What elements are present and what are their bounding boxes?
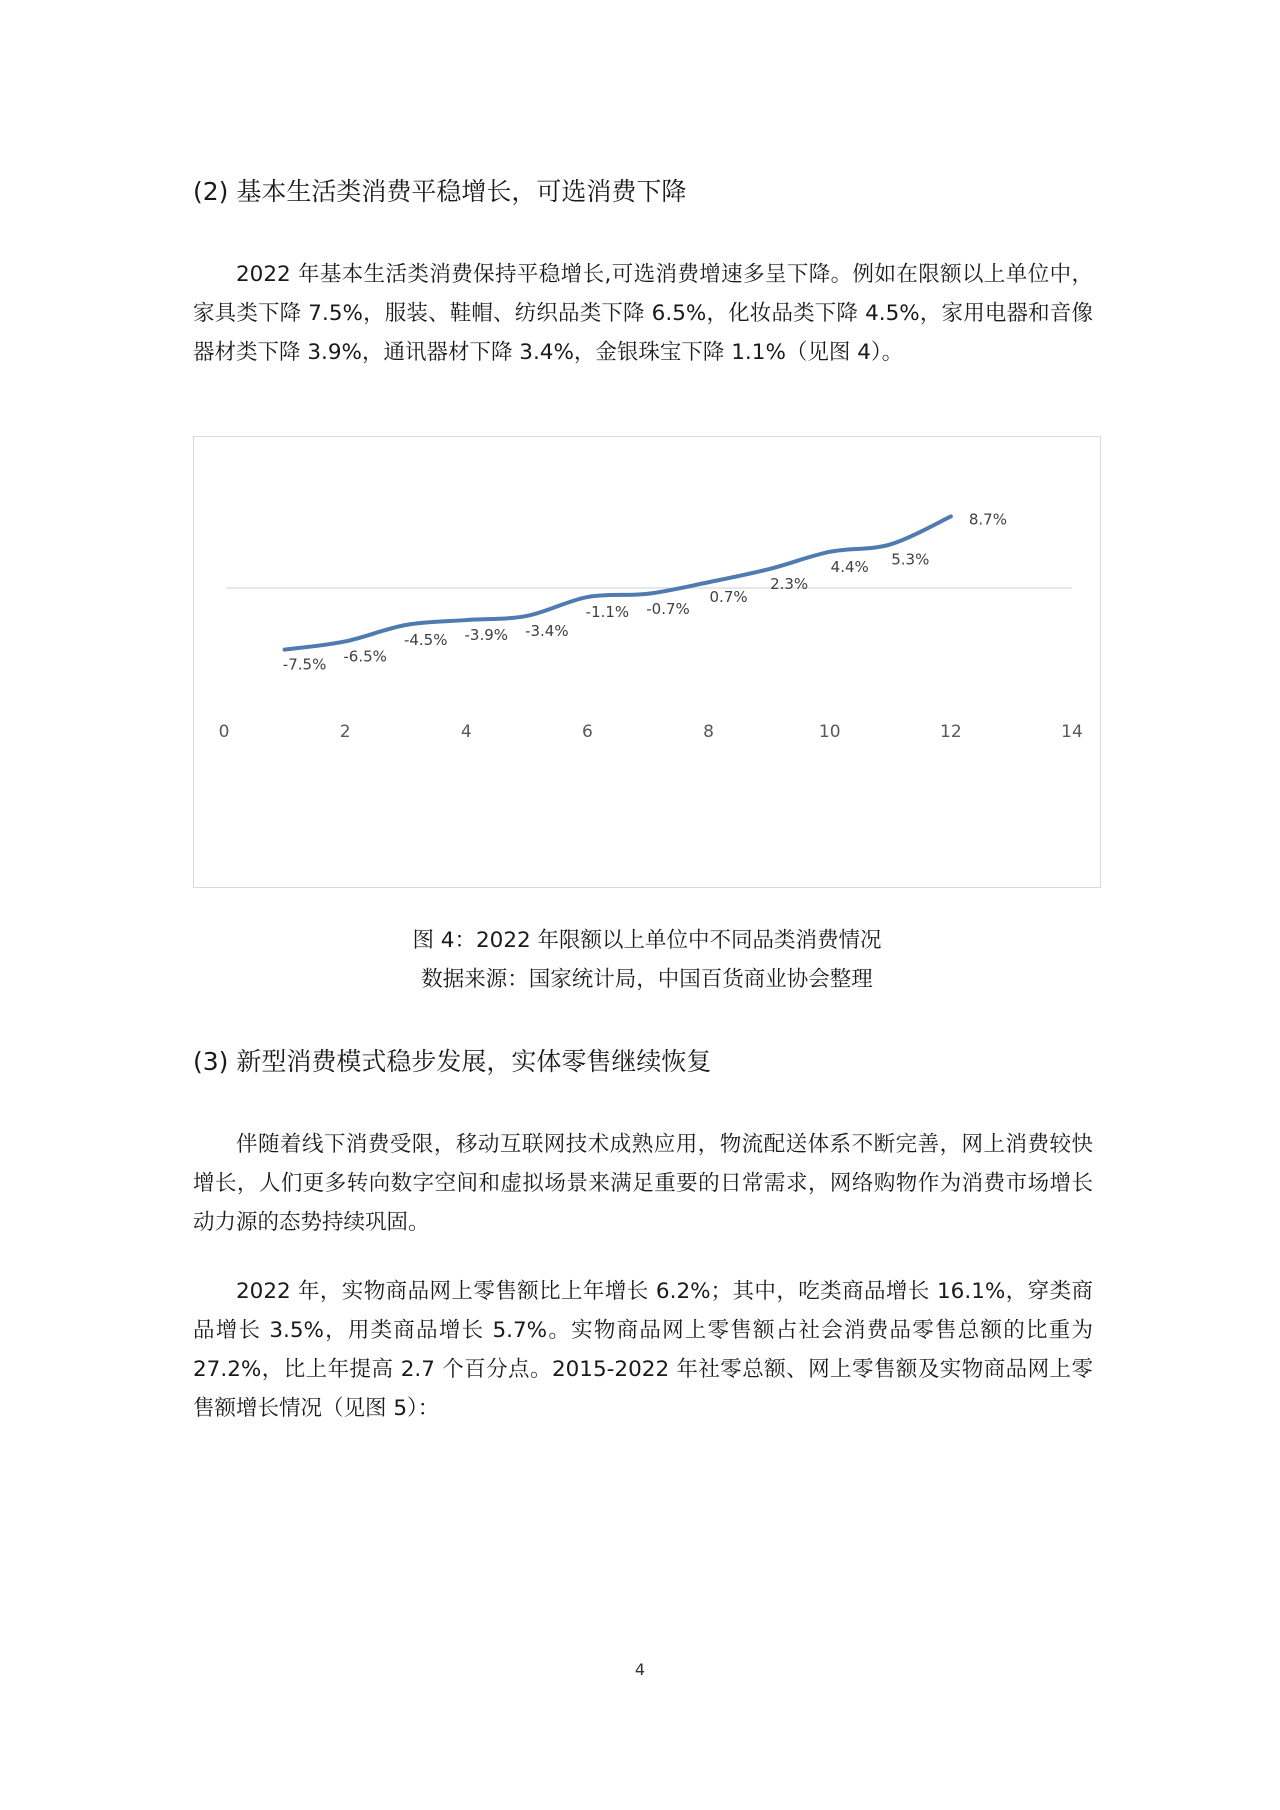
x-tick-label: 2 (339, 722, 351, 742)
section-heading-3: (3) 新型消费模式稳步发展，实体零售继续恢复 (193, 1047, 712, 1076)
data-label: -7.5% (282, 655, 327, 674)
x-tick-label: 12 (940, 722, 962, 742)
x-tick-label: 8 (703, 722, 714, 742)
data-label: -0.7% (646, 599, 690, 618)
data-label: -1.1% (585, 603, 630, 622)
data-label: -6.5% (343, 647, 387, 666)
figure-source: 数据来源：国家统计局，中国百货商业协会整理 (421, 967, 873, 992)
section-3-paragraph-1: 伴随着线下消费受限，移动互联网技术成熟应用，物流配送体系不断完善，网上消费较快增长，人们更多转向数字空间和虚拟场景来满足重要的日常需求，网络购物作为消费市场增长动力源的态势持续巩固。 (193, 1132, 1093, 1235)
figure-caption: 图 4：2022 年限额以上单位中不同品类消费情况 (412, 928, 882, 953)
section-2-paragraph: 2022 年基本生活类消费保持平稳增长,可选消费增速多呈下降。例如在限额以上单位中，家具类下降 7.5%，服装、鞋帽、纺织品类下降 6.5%，化妆品类下降 4.5%，家用电器和音像器材类下降 3.9%，通讯器材下降 3.4%，金银珠宝下降 1.1%（见图 4）。 (193, 262, 1093, 365)
x-tick-label: 14 (1061, 722, 1083, 742)
section-heading-2: (2) 基本生活类消费平稳增长，可选消费下降 (193, 177, 687, 206)
chart-canvas (194, 437, 1100, 887)
x-tick-label: 10 (818, 722, 841, 742)
data-label: -3.9% (464, 626, 509, 645)
data-label: 5.3% (891, 550, 930, 569)
data-label: -4.5% (403, 630, 448, 649)
data-label: 8.7% (968, 510, 1007, 529)
x-tick-label: 4 (460, 722, 472, 742)
page-number: 4 (634, 1660, 646, 1679)
series-line (285, 516, 951, 649)
section-3-paragraph-2: 2022 年，实物商品网上零售额比上年增长 6.2%；其中，吃类商品增长 16.1%，穿类商品增长 3.5%，用类商品增长 5.7%。实物商品网上零售额占社会消费品零售总额的比重为 27.2%，比上年提高 2.7 个百分点。2015-2022 年社零总额、网上零售额及实物商品网上零售额增长情况（见图 5）： (193, 1279, 1093, 1421)
x-tick-label: 6 (582, 722, 593, 742)
data-label: 0.7% (709, 588, 748, 607)
data-label: -3.4% (525, 621, 569, 640)
x-tick-label: 0 (218, 722, 230, 742)
data-label: 4.4% (830, 557, 869, 576)
data-label: 2.3% (770, 575, 809, 594)
line-chart (193, 436, 1101, 888)
